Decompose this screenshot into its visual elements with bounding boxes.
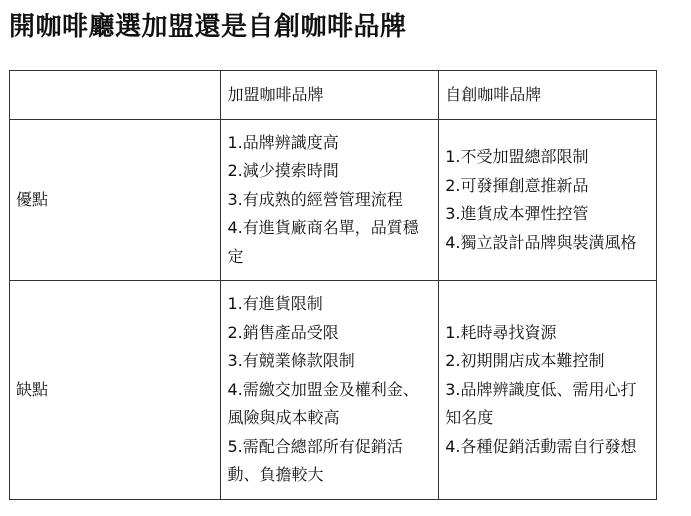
list-item: 1.品牌辨識度高 <box>227 132 339 152</box>
table-row-pros <box>10 120 657 281</box>
list-item: 2.減少摸索時間 <box>227 161 339 181</box>
list-item: 1.耗時尋找資源 <box>445 322 557 342</box>
cons-independent-cell <box>439 281 657 500</box>
table-row-cons <box>10 281 657 500</box>
list-item: 4.獨立設計品牌與裝潢風格 <box>445 232 637 252</box>
list-item: 4.需繳交加盟金及權利金、風險與成本較高 <box>227 379 419 428</box>
list-item: 1.有進貨限制 <box>227 294 323 314</box>
list-item: 3.有競業條款限制 <box>227 351 355 371</box>
list-item: 4.有進貨廠商名單，品質穩定 <box>227 218 419 266</box>
list-item: 2.初期開店成本難控制 <box>445 351 605 371</box>
row-label-pros: 優點 <box>10 120 221 281</box>
list-item: 3.有成熟的經營管理流程 <box>227 189 403 209</box>
header-cell-independent: 自創咖啡品牌 <box>439 71 657 120</box>
cons-franchise-cell <box>221 281 439 500</box>
header-cell-empty <box>10 71 221 120</box>
page-title: 開咖啡廳選加盟還是自創咖啡品牌 <box>9 12 407 42</box>
table-header-row <box>10 71 657 120</box>
list-item: 5.需配合總部所有促銷活動、負擔較大 <box>227 436 403 485</box>
list-item: 1.不受加盟總部限制 <box>445 147 589 166</box>
list-item: 4.各種促銷活動需自行發想 <box>445 436 637 456</box>
header-cell-franchise: 加盟咖啡品牌 <box>221 71 439 120</box>
list-item: 2.可發揮創意推新品 <box>445 175 589 195</box>
row-label-cons: 缺點 <box>10 281 221 500</box>
comparison-table <box>9 70 657 500</box>
list-item: 2.銷售產品受限 <box>227 322 339 342</box>
list-item: 3.品牌辨識度低、需用心打知名度 <box>445 379 637 428</box>
pros-independent-cell <box>439 120 657 281</box>
list-item: 3.進貨成本彈性控管 <box>445 204 589 223</box>
pros-franchise-cell <box>221 120 439 281</box>
